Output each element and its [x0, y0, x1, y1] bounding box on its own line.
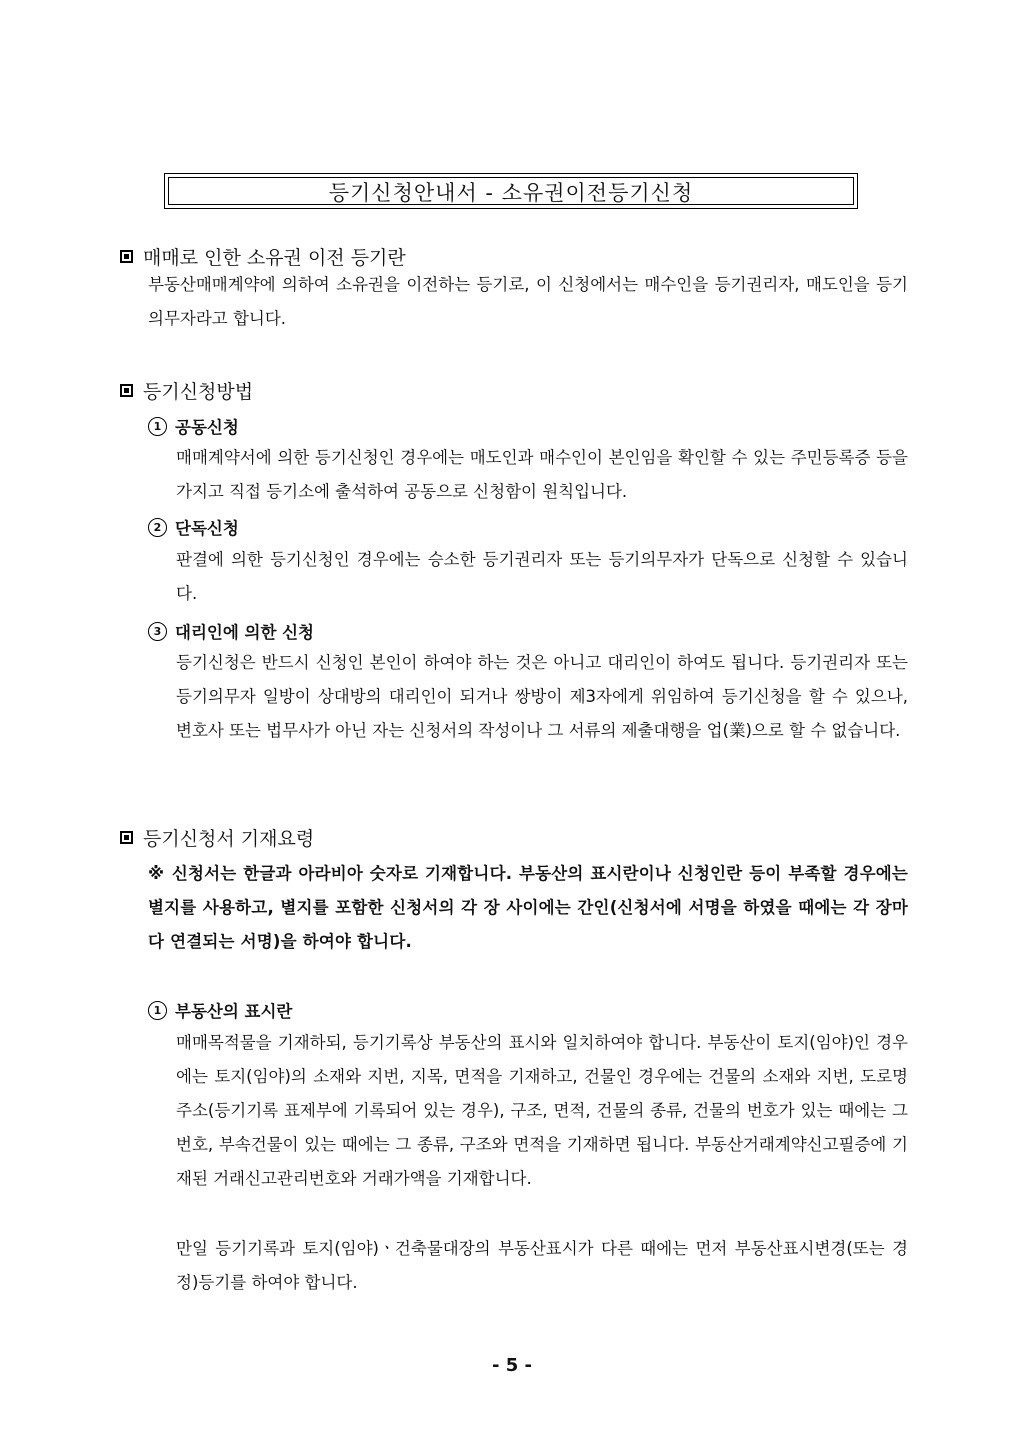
subheading-property-display — [148, 998, 292, 1022]
section-heading-method — [120, 377, 253, 404]
body-property-display: 매매목적물을 기재하되, 등기기록상 부동산의 표시와 일치하여야 합니다. 부동산이 토지(임야)인 경우에는 토지(임야)의 소재와 지번, 지목, 면적을 기재하고, 건물인 경우에는 건물의 소재와 지번, 도로명주소(등기기록 표제부에 기록되어 있는 경우), 구조, 면적, 건물의 종류, 건물의 번호가 있는 때에는 그 번호, 부속건물이 있는 때에는 그 종류, 구조와 면적을 기재하면 됩니다. 부동산거래계약신고필증에 기재된 거래신고관리번호와 거래가액을 기재합니다. — [176, 1033, 908, 1188]
section-heading-form-guide — [120, 824, 314, 851]
subheading-joint-application — [148, 414, 239, 438]
body-sole-application: 판결에 의한 등기신청인 경우에는 승소한 등기권리자 또는 등기의무자가 단독으로 신청할 수 있습니다. — [176, 550, 908, 603]
section-heading-text: 등기신청서 기재요령 — [143, 828, 315, 850]
circled-number-icon: 2 — [148, 518, 167, 537]
circled-number-icon: 1 — [148, 1001, 167, 1020]
square-bullet-icon — [120, 831, 133, 844]
subheading-sole-application — [148, 515, 239, 539]
body-agent-application: 등기신청은 반드시 신청인 본인이 하여야 하는 것은 아니고 대리인이 하여도 됩니다. 등기권리자 또는 등기의무자 일방이 상대방의 대리인이 되거나 쌍방이 제3자에게 위임하여 등기신청을 할 수 있으나, 변호사 또는 법무사가 아닌 자는 신청서의 작성이나 그 서류의 제출대행을 업(業)으로 할 수 없습니다. — [176, 653, 908, 740]
form-guide-note: ※ 신청서는 한글과 아라비아 숫자로 기재합니다. 부동산의 표시란이나 신청인란 등이 부족할 경우에는 별지를 사용하고, 별지를 포함한 신청서의 각 장 사이에는 간인(신청서에 서명을 하였을 때에는 각 장마다 연결되는 서명)을 하여야 합니다. — [148, 864, 908, 951]
document-title: 등기신청안내서 - 소유권이전등기신청 — [328, 181, 694, 205]
subheading-text: 부동산의 표시란 — [175, 1002, 293, 1021]
page-number: - 5 - — [492, 1355, 532, 1376]
subheading-text: 대리인에 의한 신청 — [175, 623, 315, 642]
body-property-display-note: 만일 등기기록과 토지(임야)ㆍ건축물대장의 부동산표시가 다른 때에는 먼저 부동산표시변경(또는 경정)등기를 하여야 합니다. — [176, 1239, 908, 1292]
section-heading-text: 매매로 인한 소유권 이전 등기란 — [143, 247, 406, 269]
subheading-text: 공동신청 — [175, 418, 239, 437]
section-heading-sale-transfer — [120, 243, 406, 270]
subheading-agent-application — [148, 619, 314, 643]
document-title-box — [164, 173, 858, 209]
square-bullet-icon — [120, 250, 133, 263]
section-body-sale-transfer: 부동산매매계약에 의하여 소유권을 이전하는 등기로, 이 신청에서는 매수인을 등기권리자, 매도인을 등기의무자라고 합니다. — [148, 275, 908, 328]
circled-number-icon: 3 — [148, 622, 167, 641]
section-heading-text: 등기신청방법 — [143, 381, 254, 403]
subheading-text: 단독신청 — [175, 519, 239, 538]
square-bullet-icon — [120, 384, 133, 397]
body-joint-application: 매매계약서에 의한 등기신청인 경우에는 매도인과 매수인이 본인임을 확인할 수 있는 주민등록증 등을 가지고 직접 등기소에 출석하여 공동으로 신청함이 원칙입니다. — [176, 448, 908, 501]
circled-number-icon: 1 — [148, 417, 167, 436]
